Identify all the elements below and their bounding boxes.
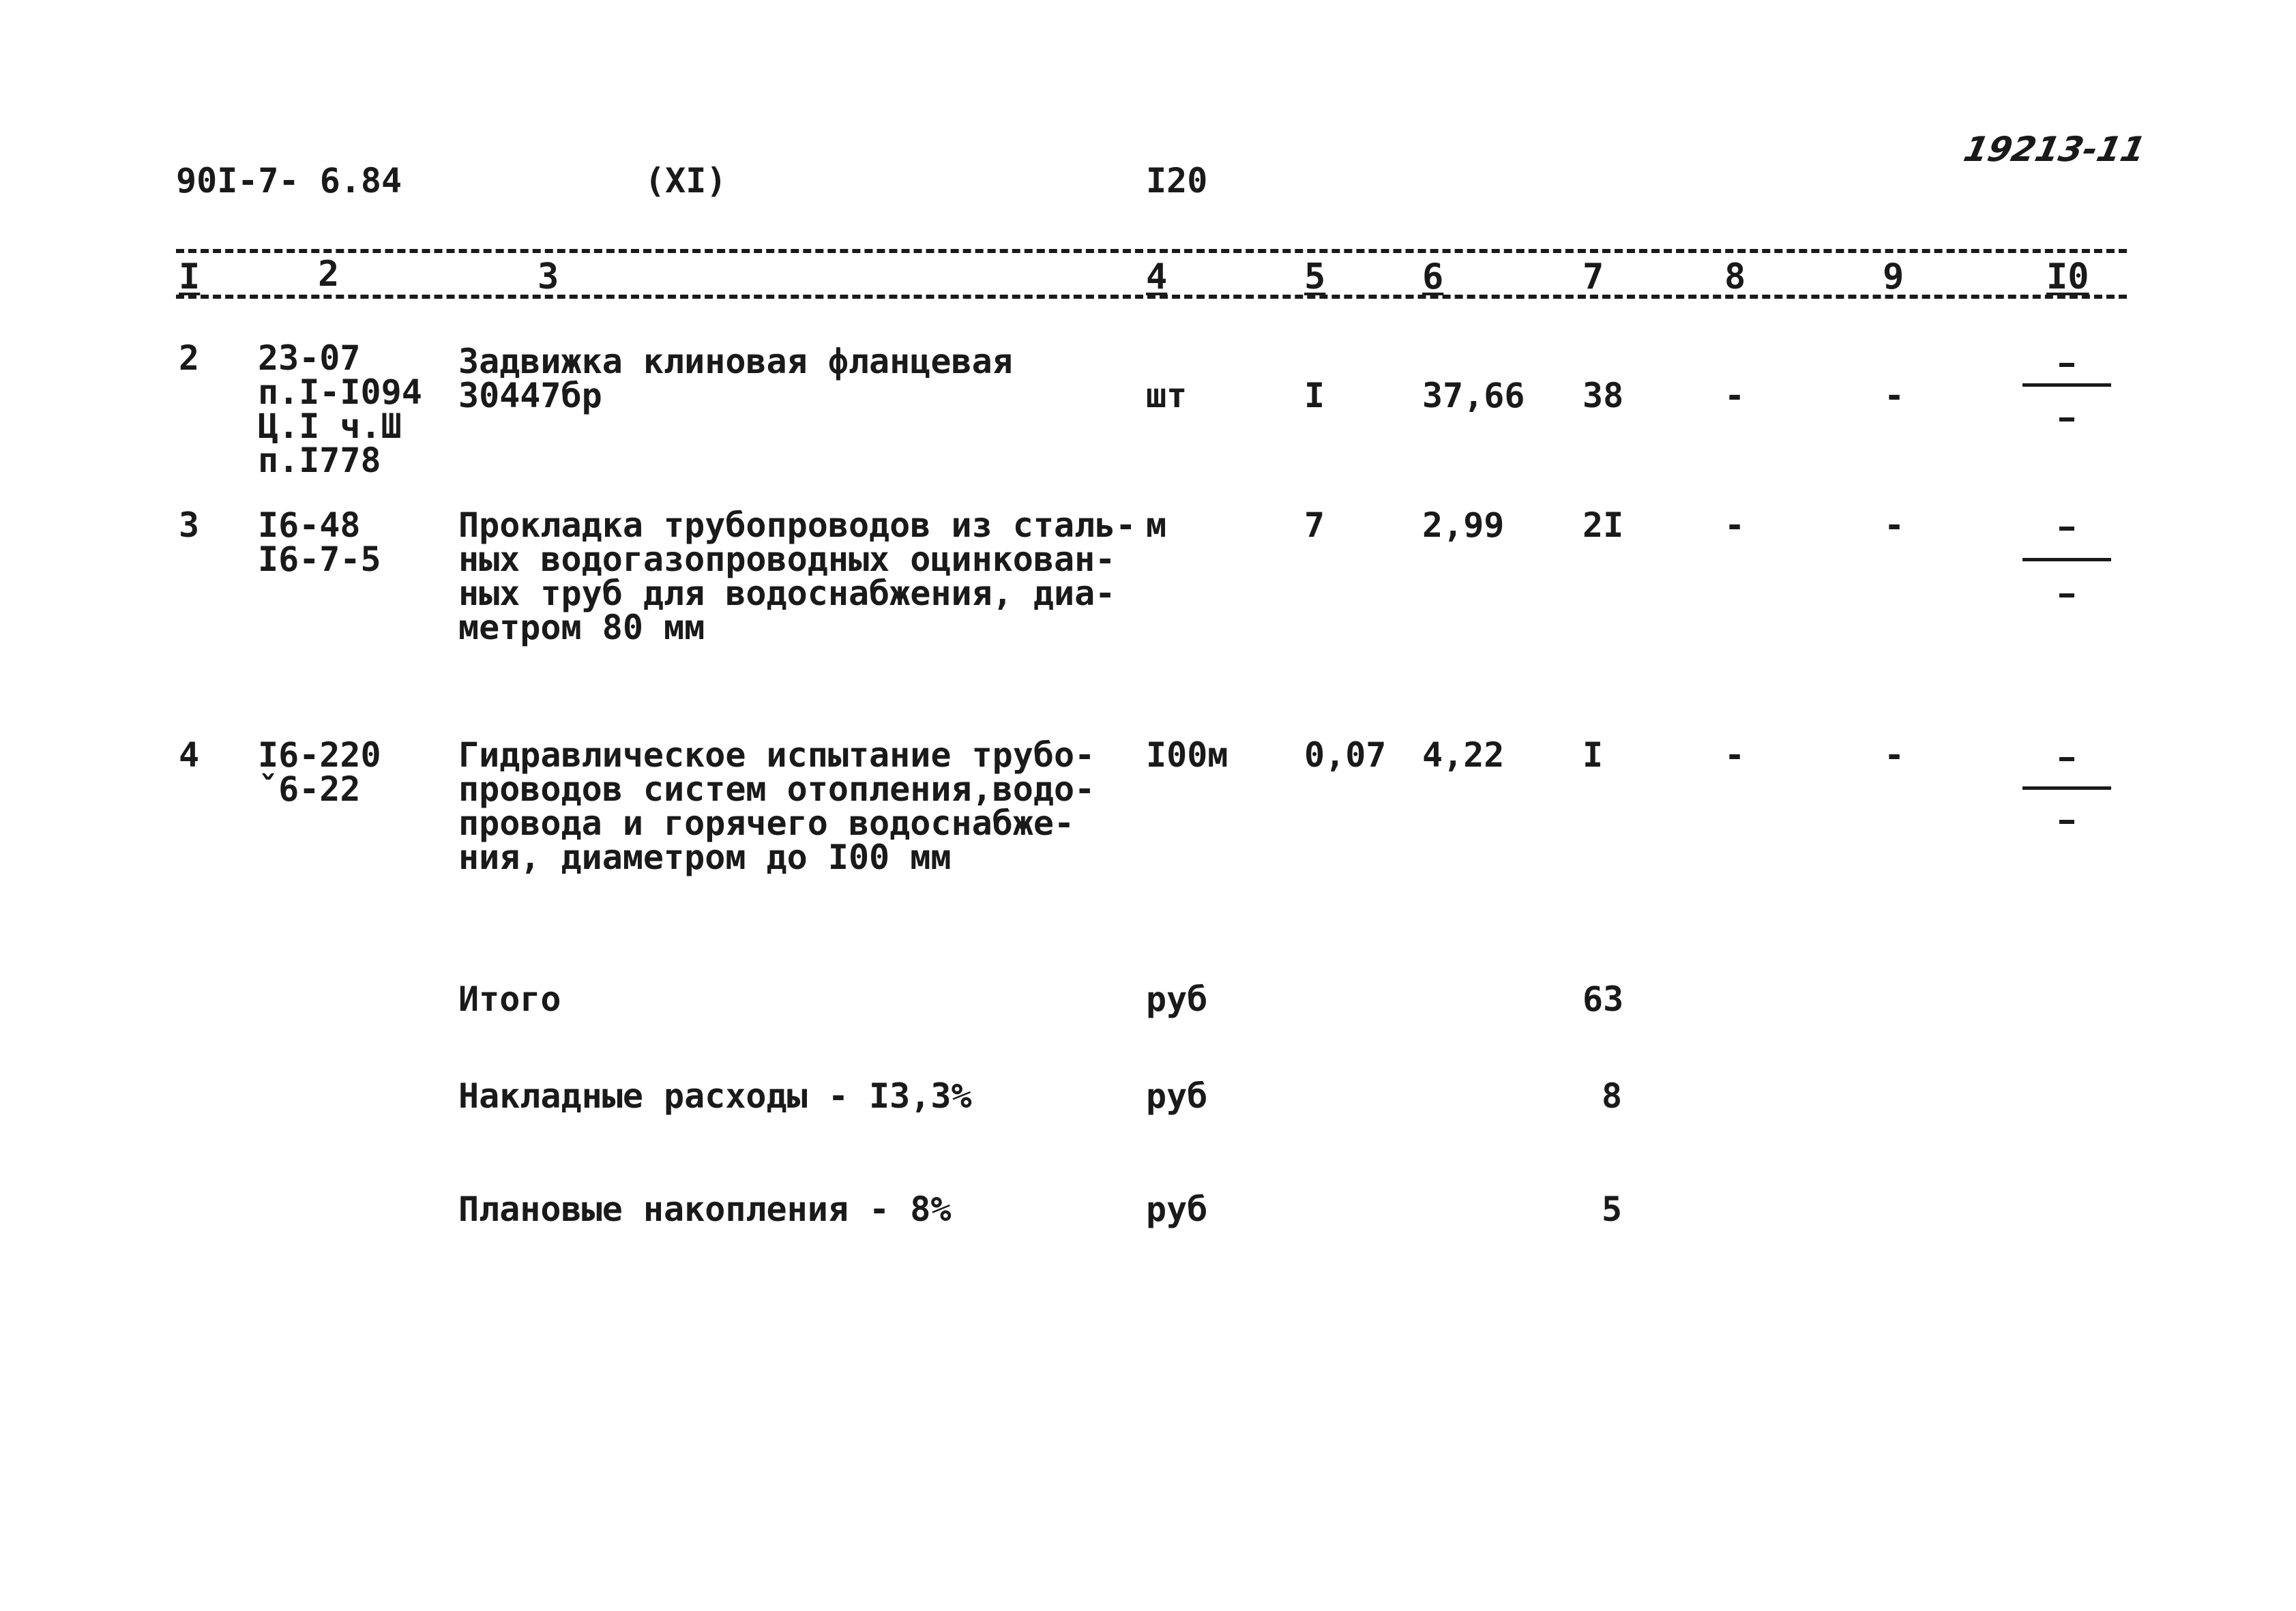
column-8-value: - xyxy=(1724,735,1746,775)
work-description: Гидравлическое испытание трубо- проводов систем отопления,водо- провода и горячего водоснабже- ния, диаметром до I00 мм xyxy=(458,735,1095,877)
column-8-value: - xyxy=(1724,505,1746,545)
unit: шт xyxy=(1146,376,1188,415)
summary-label: Накладные расходы - I3,3% xyxy=(458,1076,972,1116)
column-9-value: - xyxy=(1884,505,1905,545)
unit: I00м xyxy=(1146,735,1228,775)
summary-unit: руб xyxy=(1146,979,1208,1019)
summary-label: Итого xyxy=(458,979,561,1019)
column-header-4: 4 xyxy=(1146,256,1168,297)
summary-unit: руб xyxy=(1146,1189,1208,1229)
column-9-value: - xyxy=(1884,376,1905,415)
total-cost: 38 xyxy=(1583,376,1624,415)
unit-price: 4,22 xyxy=(1422,735,1505,775)
price-code: I6-220 ˇ6-22 xyxy=(258,735,381,809)
column-header-10: I0 xyxy=(2046,256,2089,297)
work-description: Задвижка клиновая фланцевая 30447бр xyxy=(458,342,1013,415)
column-10-fraction xyxy=(2022,518,2111,593)
total-cost: 2I xyxy=(1583,505,1624,545)
column-header-9: 9 xyxy=(1883,256,1904,297)
summary-value: 8 xyxy=(1602,1076,1623,1116)
column-header-8: 8 xyxy=(1724,256,1746,297)
summary-value: 5 xyxy=(1602,1189,1623,1229)
column-header-3: 3 xyxy=(538,256,559,297)
row-number: 3 xyxy=(179,505,200,545)
page-number: I20 xyxy=(1146,161,1208,201)
column-header-6: 6 xyxy=(1422,256,1444,297)
header-top-rule xyxy=(176,249,2127,253)
quantity: I xyxy=(1304,376,1325,415)
column-header-1: I xyxy=(179,256,201,297)
handwritten-stamp: 19213-11 xyxy=(1960,130,2149,169)
column-8-value: - xyxy=(1724,376,1746,415)
summary-value: 63 xyxy=(1583,979,1624,1019)
quantity: 0,07 xyxy=(1304,735,1387,775)
total-cost: I xyxy=(1583,735,1604,775)
row-number: 2 xyxy=(179,338,200,378)
unit: м xyxy=(1146,505,1167,545)
work-description: Прокладка трубопроводов из сталь- ных водогазопроводных оцинкован- ных труб для водоснабжения, диа- метром 80 мм xyxy=(458,505,1136,647)
price-code: 23-07 п.I-I094 Ц.I ч.Ш п.I778 xyxy=(258,338,422,480)
column-10-fraction xyxy=(2022,355,2111,430)
row-number: 4 xyxy=(179,735,200,775)
unit-price: 37,66 xyxy=(1422,376,1525,415)
column-header-2: 2 xyxy=(318,254,340,295)
section-number: (XI) xyxy=(645,161,727,201)
column-10-fraction xyxy=(2022,749,2111,824)
document-code: 90I-7- 6.84 xyxy=(176,161,402,201)
unit-price: 2,99 xyxy=(1422,505,1505,545)
column-9-value: - xyxy=(1884,735,1905,775)
quantity: 7 xyxy=(1304,505,1325,545)
price-code: I6-48 I6-7-5 xyxy=(258,505,381,579)
column-header-7: 7 xyxy=(1583,256,1604,297)
summary-unit: руб xyxy=(1146,1076,1208,1116)
column-header-5: 5 xyxy=(1304,256,1326,297)
summary-label: Плановые накопления - 8% xyxy=(458,1189,952,1229)
